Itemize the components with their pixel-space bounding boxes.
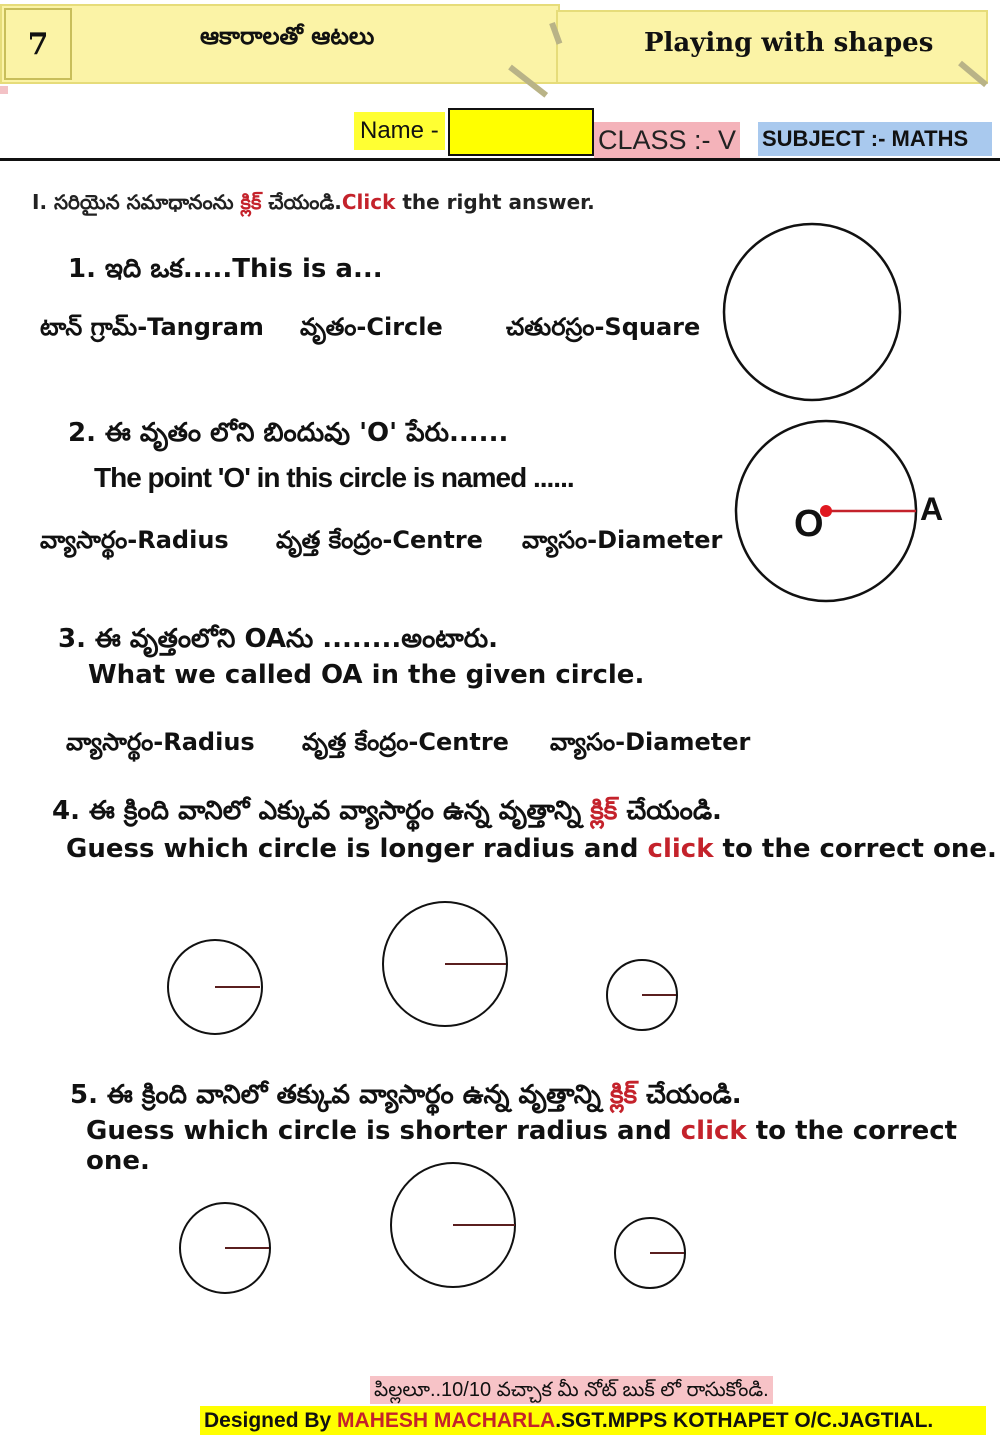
q2-telugu: 2. ఈ వృతం లోని బిందువు 'O' పేరు...... (68, 418, 509, 448)
q4-circle-medium[interactable] (168, 940, 262, 1034)
footer-note: పిల్లలూ..10/10 వచ్చాక మీ నోట్ బుక్ లో రాసుకోండి. (370, 1376, 773, 1404)
q4-circle-large[interactable] (383, 902, 507, 1026)
chapter-number: 7 (4, 8, 72, 80)
q4-telugu (52, 796, 722, 832)
q4-english-start: Guess which circle is longer radius and (66, 834, 648, 864)
q2-option-diameter[interactable]: వ్యాసం-Diameter (522, 526, 723, 554)
q4-click-te: క్లిక్ (590, 796, 618, 826)
q4-click-en: click (647, 834, 714, 864)
instruction-telugu: I. సరియైన సమాధానంను (32, 190, 241, 214)
label-a: A (920, 491, 944, 527)
instruction-click-te: క్లిక్ (240, 190, 262, 214)
label-o: O (794, 503, 824, 545)
footer-school: .SGT.MPPS KOTHAPET O/C.JAGTIAL. (555, 1409, 934, 1432)
q5-circle-small[interactable] (615, 1218, 685, 1288)
instruction-click-en: Click (341, 190, 396, 214)
q5-telugu-end: చేయండి. (637, 1080, 742, 1110)
q3-telugu: 3. ఈ వృత్తంలోని OAను ........అంటారు. (58, 624, 498, 654)
q1-text: 1. ఇది ఒక.....This is a... (68, 254, 383, 284)
instruction-english: the right answer. (395, 190, 595, 214)
name-input[interactable] (448, 108, 594, 156)
instruction (32, 190, 595, 219)
class-label: CLASS :- V (594, 122, 740, 158)
name-label: Name - (354, 112, 445, 150)
q5-click-te: క్లిక్ (609, 1080, 638, 1110)
q2-circle-figure (730, 418, 970, 608)
q4-english-end: to the correct one. (713, 834, 997, 864)
q4-circles (160, 896, 700, 1036)
decor-mark (0, 86, 8, 94)
instruction-telugu-end: చేయండి. (261, 190, 342, 214)
q2-option-centre[interactable]: వృత్త కేంద్రం-Centre (276, 526, 483, 554)
title-telugu: ఆకారాలతో ఆటలు (200, 22, 375, 50)
q1-circle (724, 224, 900, 400)
q3-option-centre[interactable]: వృత్త కేంద్రం-Centre (302, 728, 509, 756)
q5-circles (170, 1160, 710, 1300)
q2-english: The point 'O' in this circle is named ...... (94, 462, 574, 493)
q4-circle-small[interactable] (607, 960, 677, 1030)
q5-circle-large[interactable] (391, 1163, 515, 1287)
q1-option-tangram[interactable]: టాన్ గ్రామ్-Tangram (40, 313, 264, 341)
q2-option-radius[interactable]: వ్యాసార్థం-Radius (40, 526, 229, 554)
q1-option-square[interactable]: చతురస్రం-Square (506, 313, 701, 341)
q5-telugu (70, 1080, 742, 1116)
footer-credit (200, 1406, 986, 1435)
subject-label: SUBJECT :- MATHS (758, 122, 992, 156)
header-divider (0, 158, 1000, 161)
q5-english-end: to the correct one. (86, 1116, 958, 1176)
q5-english-start: Guess which circle is shorter radius and (86, 1116, 681, 1146)
q4-telugu-end: చేయండి. (617, 796, 722, 826)
footer-author: MAHESH MACHARLA (337, 1409, 556, 1432)
title-english: Playing with shapes (644, 28, 934, 58)
q1-circle-figure (718, 218, 908, 408)
q4-telugu-start: 4. ఈ క్రింది వానిలో ఎక్కువ వ్యాసార్థం ఉన్న వృత్తాన్ని (52, 796, 591, 826)
q3-option-diameter[interactable]: వ్యాసం-Diameter (550, 728, 751, 756)
q5-circle-medium[interactable] (180, 1203, 270, 1293)
q5-telugu-start: 5. ఈ క్రింది వానిలో తక్కువ వ్యాసార్థం ఉన్న వృత్తాన్ని (70, 1080, 610, 1110)
footer-designed-by: Designed By (204, 1409, 338, 1432)
q1-option-circle[interactable]: వృతం-Circle (300, 313, 443, 341)
q3-english: What we called OA in the given circle. (88, 660, 645, 690)
q4-english (66, 834, 997, 864)
q3-option-radius[interactable]: వ్యాసార్థం-Radius (66, 728, 255, 756)
q5-click-en: click (680, 1116, 747, 1146)
